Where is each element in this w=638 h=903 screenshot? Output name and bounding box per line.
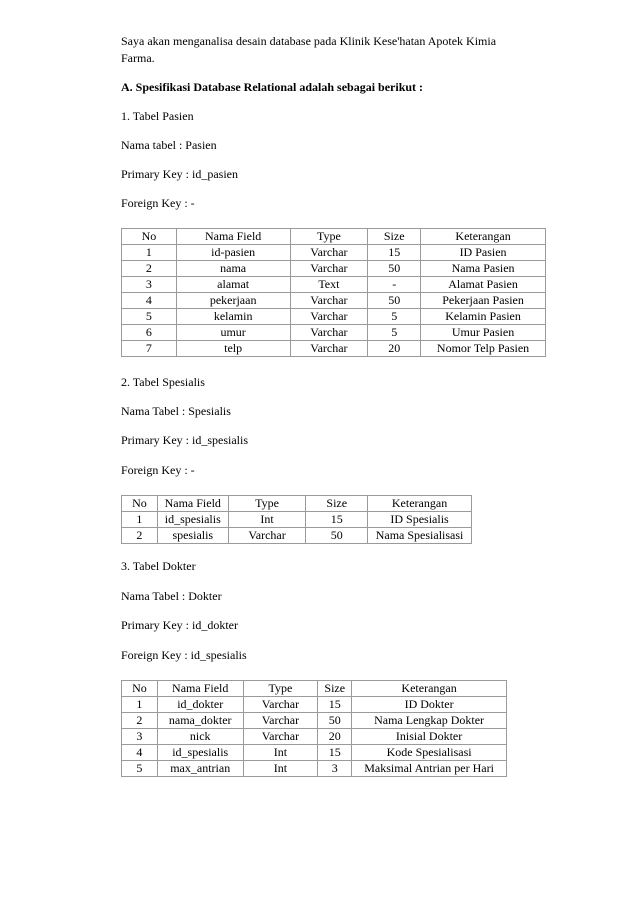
table-cell: Nama Pasien — [421, 261, 546, 277]
table-3-title: 3. Tabel Dokter — [121, 559, 196, 573]
table-1-foreign-key: Foreign Key : - — [121, 196, 195, 210]
table-cell: nick — [157, 729, 243, 745]
header-cell: Size — [306, 496, 368, 512]
table-cell: Maksimal Antrian per Hari — [352, 761, 507, 777]
table-3-primary-key: Primary Key : id_dokter — [121, 618, 238, 632]
header-cell: Type — [243, 681, 318, 697]
table-cell: Varchar — [290, 245, 368, 261]
table-dokter — [121, 680, 507, 777]
table-cell: 5 — [122, 309, 177, 325]
table-pasien — [121, 228, 546, 357]
table-cell: Inisial Dokter — [352, 729, 507, 745]
header-cell: Keterangan — [421, 229, 546, 245]
table-cell: 2 — [122, 528, 158, 544]
table-1-primary-key: Primary Key : id_pasien — [121, 167, 238, 181]
table-cell: Varchar — [243, 697, 318, 713]
table-cell: spesialis — [157, 528, 228, 544]
table-header-row — [122, 229, 546, 245]
table-cell: 2 — [122, 261, 177, 277]
table-cell: telp — [176, 341, 290, 357]
header-cell: Keterangan — [368, 496, 472, 512]
table-cell: Nama Lengkap Dokter — [352, 713, 507, 729]
table-cell: 5 — [368, 325, 421, 341]
table-cell: 1 — [122, 512, 158, 528]
header-cell: No — [122, 681, 158, 697]
table-row — [122, 697, 507, 713]
table-cell: Varchar — [290, 309, 368, 325]
table-cell: 50 — [368, 293, 421, 309]
table-cell: ID Spesialis — [368, 512, 472, 528]
table-cell: 20 — [368, 341, 421, 357]
table-cell: Text — [290, 277, 368, 293]
table-cell: 20 — [318, 729, 352, 745]
table-cell: 15 — [368, 245, 421, 261]
table-cell: pekerjaan — [176, 293, 290, 309]
table-cell: alamat — [176, 277, 290, 293]
table-header-row — [122, 496, 472, 512]
table-cell: 7 — [122, 341, 177, 357]
table-cell: Varchar — [243, 713, 318, 729]
header-cell: No — [122, 229, 177, 245]
table-cell: Varchar — [290, 293, 368, 309]
header-cell: Nama Field — [176, 229, 290, 245]
header-cell: Type — [290, 229, 368, 245]
table-cell: 2 — [122, 713, 158, 729]
table-cell: Int — [228, 512, 306, 528]
intro-line-1: Saya akan menganalisa desain database pada Klinik Kese'hatan Apotek Kimia — [121, 34, 497, 48]
table-row — [122, 293, 546, 309]
table-cell: id_spesialis — [157, 745, 243, 761]
table-cell: 3 — [318, 761, 352, 777]
table-cell: 15 — [318, 697, 352, 713]
table-row — [122, 745, 507, 761]
table-cell: - — [368, 277, 421, 293]
table-row — [122, 341, 546, 357]
table-cell: Int — [243, 761, 318, 777]
table-cell: 3 — [122, 729, 158, 745]
table-cell: id_dokter — [157, 697, 243, 713]
table-cell: Nama Spesialisasi — [368, 528, 472, 544]
table-3-foreign-key: Foreign Key : id_spesialis — [121, 648, 247, 662]
table-cell: nama_dokter — [157, 713, 243, 729]
table-spesialis — [121, 495, 472, 544]
table-row — [122, 277, 546, 293]
table-cell: Nomor Telp Pasien — [421, 341, 546, 357]
table-cell: id-pasien — [176, 245, 290, 261]
table-cell: ID Pasien — [421, 245, 546, 261]
header-cell: No — [122, 496, 158, 512]
table-cell: 50 — [306, 528, 368, 544]
table-cell: Pekerjaan Pasien — [421, 293, 546, 309]
table-2-primary-key: Primary Key : id_spesialis — [121, 433, 248, 447]
table-2-name: Nama Tabel : Spesialis — [121, 404, 231, 418]
table-cell: 6 — [122, 325, 177, 341]
table-2-foreign-key: Foreign Key : - — [121, 463, 195, 477]
table-cell: Varchar — [290, 325, 368, 341]
table-cell: Kelamin Pasien — [421, 309, 546, 325]
table-1-title: 1. Tabel Pasien — [121, 109, 194, 123]
table-cell: 1 — [122, 697, 158, 713]
table-header-row — [122, 681, 507, 697]
table-cell: 5 — [122, 761, 158, 777]
header-cell: Nama Field — [157, 681, 243, 697]
table-cell: 3 — [122, 277, 177, 293]
table-row — [122, 729, 507, 745]
table-1-name: Nama tabel : Pasien — [121, 138, 217, 152]
table-cell: 50 — [318, 713, 352, 729]
table-row — [122, 528, 472, 544]
table-cell: Int — [243, 745, 318, 761]
header-cell: Keterangan — [352, 681, 507, 697]
table-cell: Alamat Pasien — [421, 277, 546, 293]
table-cell: nama — [176, 261, 290, 277]
table-row — [122, 325, 546, 341]
table-cell: Varchar — [243, 729, 318, 745]
table-3-name: Nama Tabel : Dokter — [121, 589, 222, 603]
table-row — [122, 261, 546, 277]
header-cell: Nama Field — [157, 496, 228, 512]
table-cell: 4 — [122, 745, 158, 761]
table-cell: Kode Spesialisasi — [352, 745, 507, 761]
intro-line-2: Farma. — [121, 51, 155, 65]
table-cell: 15 — [306, 512, 368, 528]
table-cell: Umur Pasien — [421, 325, 546, 341]
table-row — [122, 512, 472, 528]
table-cell: 15 — [318, 745, 352, 761]
table-cell: 5 — [368, 309, 421, 325]
table-cell: 1 — [122, 245, 177, 261]
table-cell: umur — [176, 325, 290, 341]
header-cell: Size — [318, 681, 352, 697]
table-cell: 4 — [122, 293, 177, 309]
table-cell: ID Dokter — [352, 697, 507, 713]
table-cell: 50 — [368, 261, 421, 277]
table-cell: id_spesialis — [157, 512, 228, 528]
section-heading: A. Spesifikasi Database Relational adalah sebagai berikut : — [121, 80, 424, 94]
table-cell: Varchar — [228, 528, 306, 544]
table-row — [122, 309, 546, 325]
table-cell: Varchar — [290, 261, 368, 277]
table-row — [122, 761, 507, 777]
table-cell: kelamin — [176, 309, 290, 325]
header-cell: Size — [368, 229, 421, 245]
table-cell: max_antrian — [157, 761, 243, 777]
table-row — [122, 713, 507, 729]
table-2-title: 2. Tabel Spesialis — [121, 375, 205, 389]
header-cell: Type — [228, 496, 306, 512]
table-row — [122, 245, 546, 261]
table-cell: Varchar — [290, 341, 368, 357]
